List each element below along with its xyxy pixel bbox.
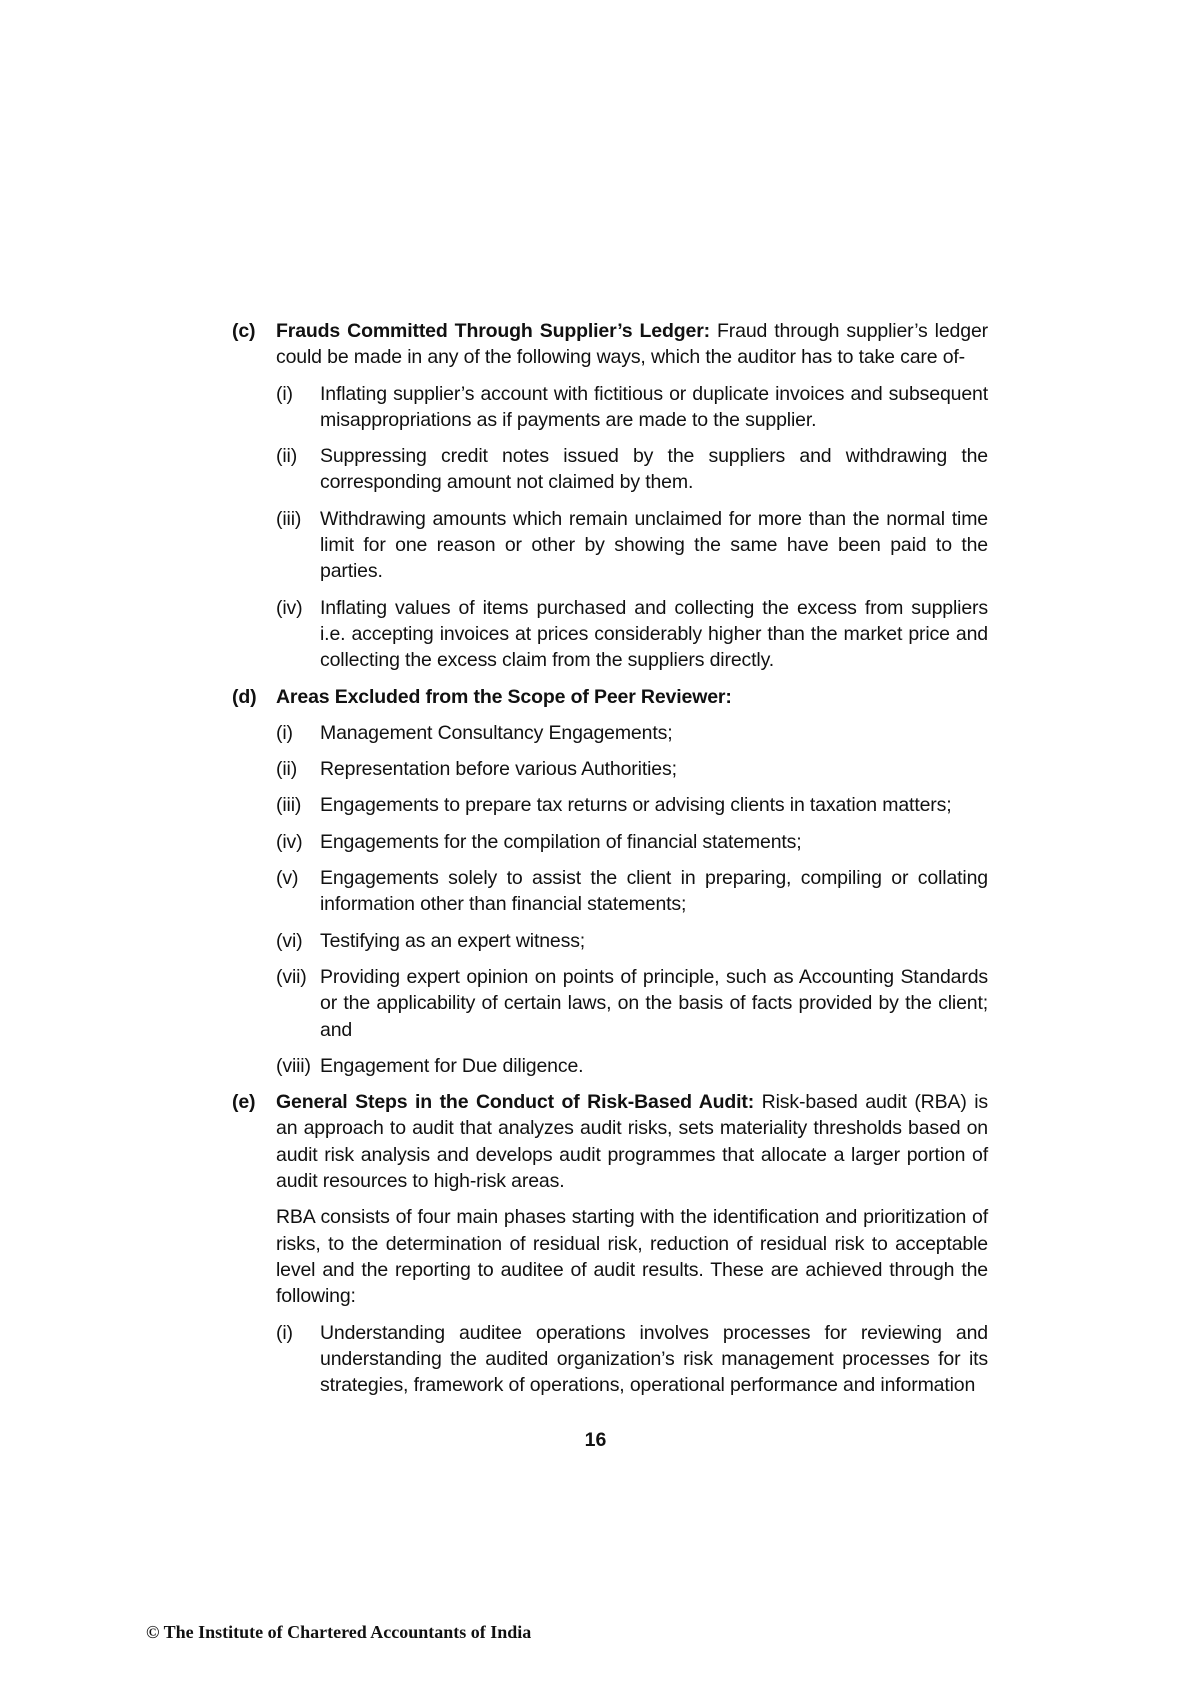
- item-text: Providing expert opinion on points of principle, such as Accounting Standards or the applicability of certain laws, on the basis of facts provided by the client; and: [320, 965, 988, 1041]
- list-item: [276, 756, 988, 782]
- list-item: [276, 595, 988, 674]
- section-label: (e): [232, 1091, 256, 1114]
- item-label: (i): [276, 1321, 293, 1344]
- list-item: [276, 865, 988, 918]
- item-label: (iv): [276, 596, 303, 619]
- list-item: [276, 720, 988, 746]
- section-label: (d): [232, 685, 257, 708]
- list-item: [276, 381, 988, 434]
- list-item: [276, 964, 988, 1043]
- list-item: [276, 443, 988, 496]
- section-paragraph: RBA consists of four main phases starting with the identification and prioritization of risks, to the determination of residual risk, reduction of residual risk to acceptable level and the reporting to auditee of audit results. These are achieved through the following:: [276, 1206, 988, 1308]
- item-label: (vii): [276, 965, 307, 988]
- section-c: [232, 318, 988, 674]
- item-text: Engagements to prepare tax returns or advising clients in taxation matters;: [320, 794, 952, 817]
- item-text: Withdrawing amounts which remain unclaimed for more than the normal time limit for one reason or other by showing the same have been paid to the parties.: [320, 507, 988, 583]
- section-heading: Frauds Committed Through Supplier’s Ledger:: [276, 320, 710, 342]
- section-intro-text: Risk-based audit (RBA) is an approach to audit that analyzes audit risks, sets materiality thresholds based on audit risk analysis and develops audit programmes that allocate a larger portion of audit resources to high-risk areas.: [276, 1091, 988, 1193]
- item-text: Suppressing credit notes issued by the suppliers and withdrawing the corresponding amount not claimed by them.: [320, 445, 988, 494]
- item-label: (v): [276, 867, 299, 890]
- section-intro: [276, 318, 988, 371]
- item-label: (i): [276, 721, 293, 744]
- list-item: [276, 792, 988, 818]
- item-label: (iii): [276, 507, 302, 530]
- item-label: (ii): [276, 758, 298, 781]
- list-item: [276, 829, 988, 855]
- item-label: (i): [276, 382, 293, 405]
- item-label: (iii): [276, 794, 302, 817]
- item-text: Testifying as an expert witness;: [320, 929, 586, 952]
- page-body: [232, 318, 988, 1408]
- section-intro: [276, 684, 988, 710]
- item-label: (ii): [276, 445, 298, 468]
- item-label: (vi): [276, 929, 303, 952]
- section-intro: [276, 1089, 988, 1194]
- item-text: Understanding auditee operations involves processes for reviewing and understanding the audited organization’s risk management processes for its strategies, framework of operations, operational performance and information: [320, 1321, 988, 1397]
- item-label: (viii): [276, 1054, 311, 1077]
- item-label: (iv): [276, 830, 303, 853]
- item-text: Inflating values of items purchased and collecting the excess from suppliers i.e. accepting invoices at prices considerably higher than the market price and collecting the excess claim from the suppliers directly.: [320, 596, 988, 672]
- item-text: Inflating supplier’s account with fictitious or duplicate invoices and subsequent misappropriations as if payments are made to the supplier.: [320, 382, 988, 431]
- section-intro-text: Fraud through supplier’s ledger could be made in any of the following ways, which the auditor has to take care of-: [276, 320, 988, 369]
- item-text: Representation before various Authorities;: [320, 758, 677, 781]
- section-label: (c): [232, 320, 256, 342]
- section-e: [232, 1089, 988, 1398]
- list-item: [276, 1053, 988, 1079]
- item-list: [276, 1320, 988, 1399]
- page-number: 16: [584, 1429, 607, 1451]
- item-text: Engagement for Due diligence.: [320, 1054, 584, 1077]
- section-d: [232, 684, 988, 1080]
- item-text: Engagements solely to assist the client in preparing, compiling or collating information other than financial statements;: [320, 867, 988, 916]
- section-heading: Areas Excluded from the Scope of Peer Reviewer:: [276, 685, 732, 708]
- copyright-footer: © The Institute of Chartered Accountants of India: [146, 1622, 532, 1642]
- list-item: [276, 928, 988, 954]
- list-item: [276, 1320, 988, 1399]
- item-list: [276, 381, 988, 674]
- item-text: Engagements for the compilation of financial statements;: [320, 830, 802, 853]
- list-item: [276, 506, 988, 585]
- item-list: [276, 720, 988, 1079]
- section-heading: General Steps in the Conduct of Risk-Based Audit:: [276, 1091, 755, 1114]
- item-text: Management Consultancy Engagements;: [320, 721, 673, 744]
